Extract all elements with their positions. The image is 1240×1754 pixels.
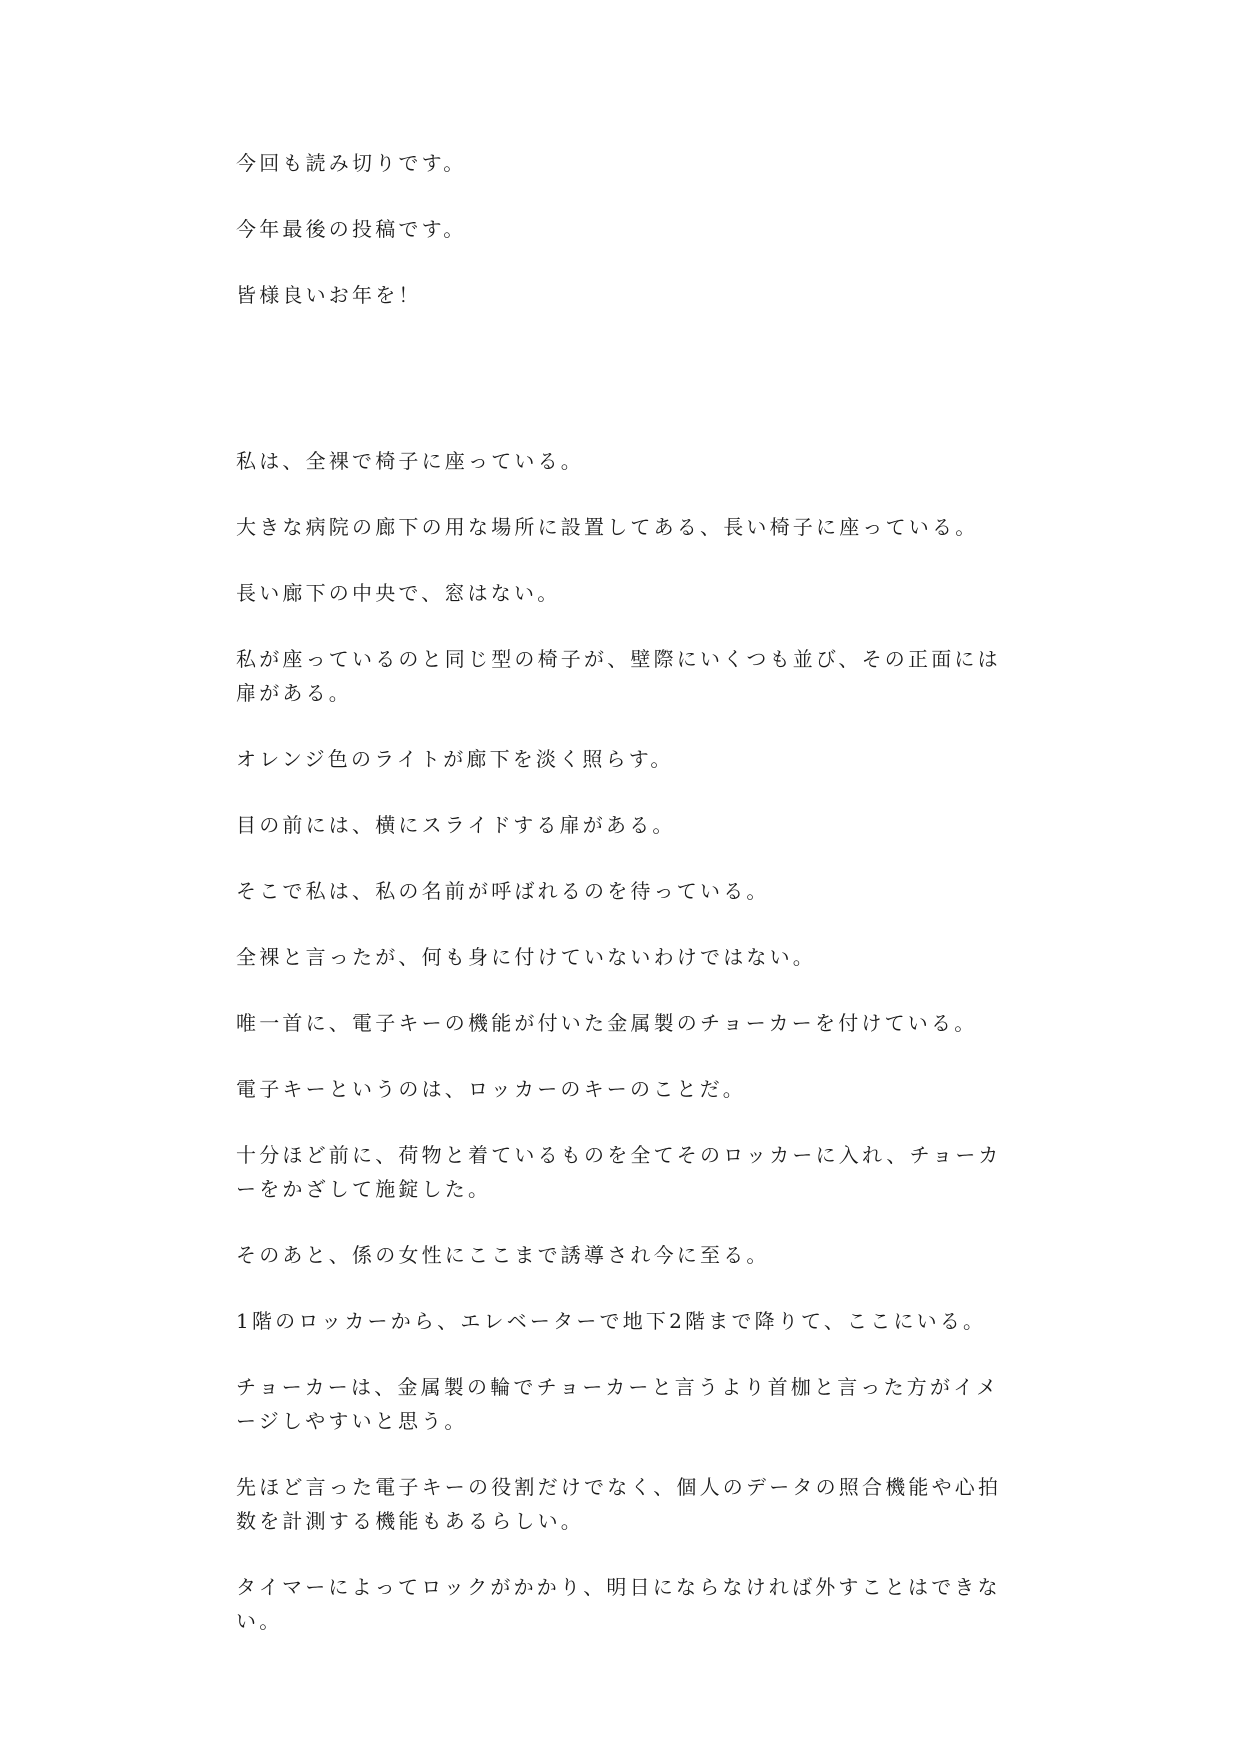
story-paragraph-14: チョーカーは、金属製の輪でチョーカーと言うより首枷と言った方がイメージしやすいと思う。 — [236, 1375, 1000, 1433]
story-paragraph-4: 私が座っているのと同じ型の椅子が、壁際にいくつも並び、その正面には扉がある。 — [236, 647, 1001, 705]
story-paragraph-9: 唯一首に、電子キーの機能が付いた金属製のチョーカーを付けている。 — [236, 1011, 978, 1035]
section-gap — [236, 344, 1016, 444]
intro-paragraph-2: 今年最後の投稿です。 — [236, 217, 467, 241]
story-paragraph-3: 長い廊下の中央で、窓はない。 — [236, 581, 561, 605]
intro-paragraph-3: 皆様良いお年を！ — [236, 283, 422, 307]
story-paragraph-11: 十分ほど前に、荷物と着ているものを全てそのロッカーに入れ、チョーカーをかざして施錠した。 — [236, 1143, 1002, 1201]
story-paragraph-6: 目の前には、横にスライドする扉がある。 — [236, 813, 676, 837]
story-paragraph-13: 1階のロッカーから、エレベーターで地下2階まで降りて、ここにいる。 — [236, 1309, 987, 1333]
story-paragraph-8: 全裸と言ったが、何も身に付けていないわけではない。 — [236, 945, 816, 969]
intro-paragraph-1: 今回も読み切りです。 — [236, 151, 467, 175]
story-paragraph-10: 電子キーというのは、ロッカーのキーのことだ。 — [236, 1077, 746, 1101]
story-paragraph-15: 先ほど言った電子キーの役割だけでなく、個人のデータの照合機能や心拍数を計測する機能もあるらしい。 — [236, 1475, 1002, 1533]
story-paragraph-5: オレンジ色のライトが廊下を淡く照らす。 — [236, 747, 674, 771]
story-paragraph-12: そのあと、係の女性にここまで誘導され今に至る。 — [236, 1243, 770, 1267]
story-paragraph-16: タイマーによってロックがかかり、明日にならなければ外すことはできない。 — [236, 1575, 1001, 1633]
body-text — [236, 146, 1016, 1670]
story-paragraph-7: そこで私は、私の名前が呼ばれるのを待っている。 — [236, 879, 770, 903]
story-paragraph-1: 私は、全裸で椅子に座っている。 — [236, 449, 584, 473]
story-paragraph-2: 大きな病院の廊下の用な場所に設置してある、長い椅子に座っている。 — [236, 515, 979, 539]
